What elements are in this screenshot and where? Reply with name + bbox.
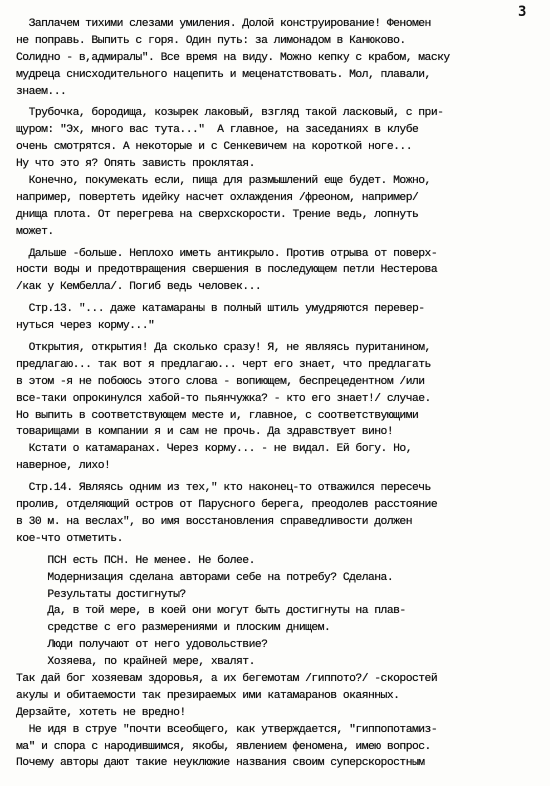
text-line: предлагаю... так вот я предлагаю... черт его знает, что предлагать <box>16 358 431 371</box>
text-line: наверное, лихо! <box>16 460 111 473</box>
text-line: Солидно - в,адмиралы". Все время на виду. Можно кепку с крабом, маску <box>16 51 450 64</box>
text-line: Хозяева, по крайней мере, хвалят. <box>16 656 255 669</box>
text-line: Трубочка, бородища, козырек лаковый, взгляд такой ласковый, с при- <box>16 107 444 120</box>
text-line: Дальше -больше. Неплохо иметь антикрыло. Против отрыва от поверх- <box>16 247 438 260</box>
text-line: в этом -я не побоюсь этого слова - вопиющем, беспрецедентном /или <box>16 375 425 388</box>
text-line: ПСН есть ПСН. Не менее. Не более. <box>16 554 255 567</box>
text-line: средстве с его размерениями и плоским днищем. <box>16 622 331 635</box>
text-line: Не идя в струе "почти всеобщего, как утверждается, "гиппопотамиз- <box>16 723 438 736</box>
text-line: нуться через корму..." <box>16 320 155 333</box>
text-line: Заплачем тихими слезами умиления. Долой конструирование! Феномен <box>16 18 431 30</box>
page-number: 3 <box>518 4 527 20</box>
text-line: ности воды и предотвращения свершения в последующем петли Нестерова <box>16 264 438 277</box>
text-line: все-таки опрокинулся хабой-то пьянчужка? - кто его знает!/ случае. <box>16 392 431 405</box>
text-line: кое-что отметить. <box>16 532 123 545</box>
text-line: в 30 м. на веслах", во имя восстановления справедливости должен <box>16 515 412 528</box>
text-line: мудреца снисходительного нацепить и меценатствовать. Мол, плавали, <box>16 68 431 81</box>
text-line: Так дай бог хозяевам здоровья, а их бегемотам /гиппото?/ -скоростей <box>16 672 438 685</box>
text-line: Да, в той мере, в коей они могут быть достигнуты на плав- <box>16 605 406 618</box>
text-line: может. <box>16 225 54 238</box>
text-line: Конечно, покумекать если, пища для размышлений еще будет. Можно, <box>16 175 431 188</box>
text-line: пролив, отделяющий остров от Парусного берега, преодолев расстояние <box>16 499 438 512</box>
text-line: например, повертеть идейку насчет охлаждения /фреоном, например/ <box>16 191 419 204</box>
text-line: товарищами в компании я и сам не прочь. Да здравствует вино! <box>16 426 394 439</box>
text-line: Люди получают от него удовольствие? <box>16 639 268 652</box>
text-line: ма" и спора с народившимся, якобы, явлением феномена, имею вопрос. <box>16 740 431 753</box>
text-line: Стр.13. "... даже катамараны в полный штиль умудряются перевер- <box>16 303 425 316</box>
text-line: Ну что это я? Опять зависть проклятая. <box>16 158 255 171</box>
text-line: Результаты достигнуты? <box>16 588 186 601</box>
text-line: Дерзайте, хотеть не вредно! <box>16 706 186 719</box>
text-line: Почему авторы дают такие неуклюжие названия своим суперскоростным <box>16 757 425 770</box>
text-line: щуром: "Эх, много вас тута..." А главное, на заседаниях в клубе <box>16 124 419 137</box>
text-line: не поправь. Выпить с горя. Один путь: за лимонадом в Канюково. <box>16 34 406 47</box>
text-line: акулы и обитаемости так презираемых ими катамаранов окаянных. <box>16 689 400 702</box>
text-line: днища плота. От перегрева на сверхскорости. Трение ведь, лопнуть <box>16 208 419 221</box>
text-line: /как у Кембелла/. Погиб ведь человек... <box>16 281 262 294</box>
text-line: Модернизация сделана авторами себе на потребу? Сделана. <box>16 571 394 584</box>
text-line: Но выпить в соответствующем месте и, главное, с соответствующими <box>16 409 419 422</box>
text-line: очень смотрятся. А некоторые и с Сенкевичем на короткой ноге... <box>16 141 412 154</box>
text-line: Открытия, открытия! Да сколько сразу! Я, не являясь пуританином, <box>16 342 431 355</box>
text-line: знаем... <box>16 85 67 98</box>
document-body-text <box>16 16 546 772</box>
text-line: Кстати о катамаранах. Через корму... - не видал. Ей богу. Но, <box>16 443 412 456</box>
text-line: Стр.14. Являясь одним из тех," кто наконец-то отважился пересечь <box>16 482 431 495</box>
